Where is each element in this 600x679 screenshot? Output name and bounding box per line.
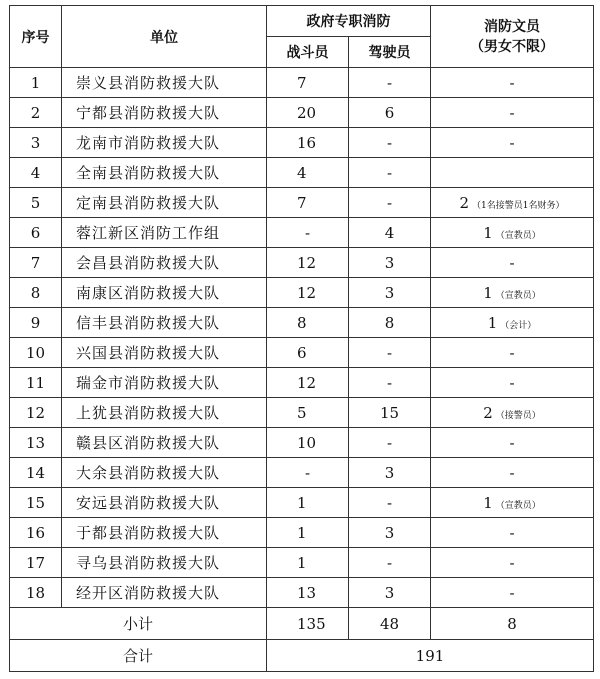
row-fighters: 13 <box>267 578 349 608</box>
row-civil <box>431 218 594 248</box>
row-unit: 瑞金市消防救援大队 <box>62 368 267 398</box>
table-row <box>10 458 594 488</box>
row-civil-count: 2 <box>483 403 493 422</box>
row-drivers: 3 <box>349 278 431 308</box>
table-row <box>10 308 594 338</box>
row-unit: 于都县消防救援大队 <box>62 518 267 548</box>
row-unit: 宁都县消防救援大队 <box>62 98 267 128</box>
table-row <box>10 398 594 428</box>
row-drivers: - <box>349 128 431 158</box>
table-row <box>10 278 594 308</box>
row-civil-count: - <box>509 103 515 122</box>
row-index: 2 <box>10 98 62 128</box>
row-civil <box>431 518 594 548</box>
row-civil <box>431 188 594 218</box>
row-civil <box>431 68 594 98</box>
row-civil-count: - <box>509 523 515 542</box>
row-civil <box>431 398 594 428</box>
row-fighters: - <box>267 458 349 488</box>
row-unit: 信丰县消防救援大队 <box>62 308 267 338</box>
row-civil <box>431 278 594 308</box>
row-drivers: - <box>349 368 431 398</box>
table-row <box>10 578 594 608</box>
row-drivers: 4 <box>349 218 431 248</box>
row-drivers: - <box>349 548 431 578</box>
table-row <box>10 518 594 548</box>
table-row <box>10 488 594 518</box>
row-unit: 定南县消防救援大队 <box>62 188 267 218</box>
row-unit: 经开区消防救援大队 <box>62 578 267 608</box>
row-index: 9 <box>10 308 62 338</box>
row-unit: 南康区消防救援大队 <box>62 278 267 308</box>
row-unit: 全南县消防救援大队 <box>62 158 267 188</box>
row-civil-count: - <box>509 253 515 272</box>
row-fighters: 7 <box>267 68 349 98</box>
row-fighters: 5 <box>267 398 349 428</box>
row-civil-note: （宣教员） <box>495 290 541 301</box>
row-fighters: 12 <box>267 278 349 308</box>
header-index: 序号 <box>10 6 62 68</box>
row-fighters: 7 <box>267 188 349 218</box>
row-index: 5 <box>10 188 62 218</box>
row-fighters: 10 <box>267 428 349 458</box>
row-unit: 赣县区消防救援大队 <box>62 428 267 458</box>
row-drivers: - <box>349 488 431 518</box>
row-civil <box>431 338 594 368</box>
row-fighters: 4 <box>267 158 349 188</box>
row-fighters: 1 <box>267 488 349 518</box>
header-fighters: 战斗员 <box>267 37 349 68</box>
row-unit: 兴国县消防救援大队 <box>62 338 267 368</box>
row-civil-count: - <box>509 553 515 572</box>
row-index: 17 <box>10 548 62 578</box>
total-value: 191 <box>267 640 594 672</box>
row-civil <box>431 458 594 488</box>
row-unit: 龙南市消防救援大队 <box>62 128 267 158</box>
subtotal-drivers: 48 <box>349 608 431 640</box>
row-index: 10 <box>10 338 62 368</box>
row-drivers: 3 <box>349 578 431 608</box>
row-drivers: 6 <box>349 98 431 128</box>
row-unit: 崇义县消防救援大队 <box>62 68 267 98</box>
table-row <box>10 98 594 128</box>
table-row <box>10 248 594 278</box>
header-civil-line1: 消防文员 <box>484 18 540 35</box>
header-drivers: 驾驶员 <box>349 37 431 68</box>
row-civil-count: - <box>509 583 515 602</box>
row-index: 7 <box>10 248 62 278</box>
row-civil-count: 2 <box>459 193 470 212</box>
header-unit: 单位 <box>62 6 267 68</box>
row-fighters: 12 <box>267 368 349 398</box>
row-index: 3 <box>10 128 62 158</box>
table-row <box>10 548 594 578</box>
row-civil-note: （1名接警员1名财务） <box>472 200 565 211</box>
row-civil-count: 1 <box>483 223 493 242</box>
subtotal-civil: 8 <box>431 608 594 640</box>
subtotal-fighters: 135 <box>267 608 349 640</box>
row-fighters: 8 <box>267 308 349 338</box>
row-civil-note: （宣教员） <box>495 500 541 511</box>
row-civil <box>431 158 594 188</box>
table-row <box>10 428 594 458</box>
row-fighters: 12 <box>267 248 349 278</box>
row-civil-count: 1 <box>483 283 493 302</box>
row-civil-count: - <box>509 133 515 152</box>
row-unit: 安远县消防救援大队 <box>62 488 267 518</box>
row-drivers: 3 <box>349 518 431 548</box>
row-civil-count: - <box>509 73 515 92</box>
header-gov-group: 政府专职消防 <box>267 6 431 37</box>
table-row <box>10 158 594 188</box>
row-index: 13 <box>10 428 62 458</box>
table-row <box>10 338 594 368</box>
row-civil-count: 1 <box>487 313 498 332</box>
row-index: 11 <box>10 368 62 398</box>
row-fighters: - <box>267 218 349 248</box>
row-unit: 上犹县消防救援大队 <box>62 398 267 428</box>
row-drivers: - <box>349 188 431 218</box>
table-row <box>10 68 594 98</box>
row-civil-note: （接警员） <box>495 410 541 421</box>
row-index: 15 <box>10 488 62 518</box>
row-drivers: - <box>349 338 431 368</box>
row-civil-count: - <box>509 433 515 452</box>
row-drivers: - <box>349 158 431 188</box>
total-label: 合计 <box>10 640 267 672</box>
row-civil <box>431 548 594 578</box>
row-fighters: 1 <box>267 518 349 548</box>
row-unit: 寻乌县消防救援大队 <box>62 548 267 578</box>
row-unit: 蓉江新区消防工作组 <box>62 218 267 248</box>
table-row <box>10 128 594 158</box>
row-civil-count: - <box>509 343 515 362</box>
row-civil-count: - <box>509 373 515 392</box>
row-index: 14 <box>10 458 62 488</box>
table-row <box>10 218 594 248</box>
subtotal-label: 小计 <box>10 608 267 640</box>
table-row <box>10 188 594 218</box>
row-civil <box>431 578 594 608</box>
row-drivers: 3 <box>349 458 431 488</box>
row-fighters: 1 <box>267 548 349 578</box>
row-index: 1 <box>10 68 62 98</box>
row-civil <box>431 308 594 338</box>
row-civil <box>431 488 594 518</box>
header-civil-line2: （男女不限） <box>470 38 554 55</box>
row-drivers: 3 <box>349 248 431 278</box>
row-drivers: - <box>349 68 431 98</box>
row-fighters: 20 <box>267 98 349 128</box>
row-civil <box>431 128 594 158</box>
row-drivers: 8 <box>349 308 431 338</box>
row-civil <box>431 248 594 278</box>
row-civil <box>431 368 594 398</box>
row-civil <box>431 98 594 128</box>
row-fighters: 16 <box>267 128 349 158</box>
row-civil-note: （会计） <box>500 320 537 331</box>
row-unit: 大余县消防救援大队 <box>62 458 267 488</box>
row-index: 8 <box>10 278 62 308</box>
staffing-table <box>9 5 594 672</box>
row-index: 6 <box>10 218 62 248</box>
row-drivers: 15 <box>349 398 431 428</box>
row-civil <box>431 428 594 458</box>
row-drivers: - <box>349 428 431 458</box>
row-civil-note: （宣教员） <box>495 230 541 241</box>
row-civil-count: - <box>509 463 515 482</box>
header-civil-staff <box>431 6 594 68</box>
row-index: 18 <box>10 578 62 608</box>
table-row <box>10 368 594 398</box>
row-index: 12 <box>10 398 62 428</box>
row-civil-count: 1 <box>483 493 493 512</box>
row-unit: 会昌县消防救援大队 <box>62 248 267 278</box>
row-index: 4 <box>10 158 62 188</box>
row-index: 16 <box>10 518 62 548</box>
row-fighters: 6 <box>267 338 349 368</box>
